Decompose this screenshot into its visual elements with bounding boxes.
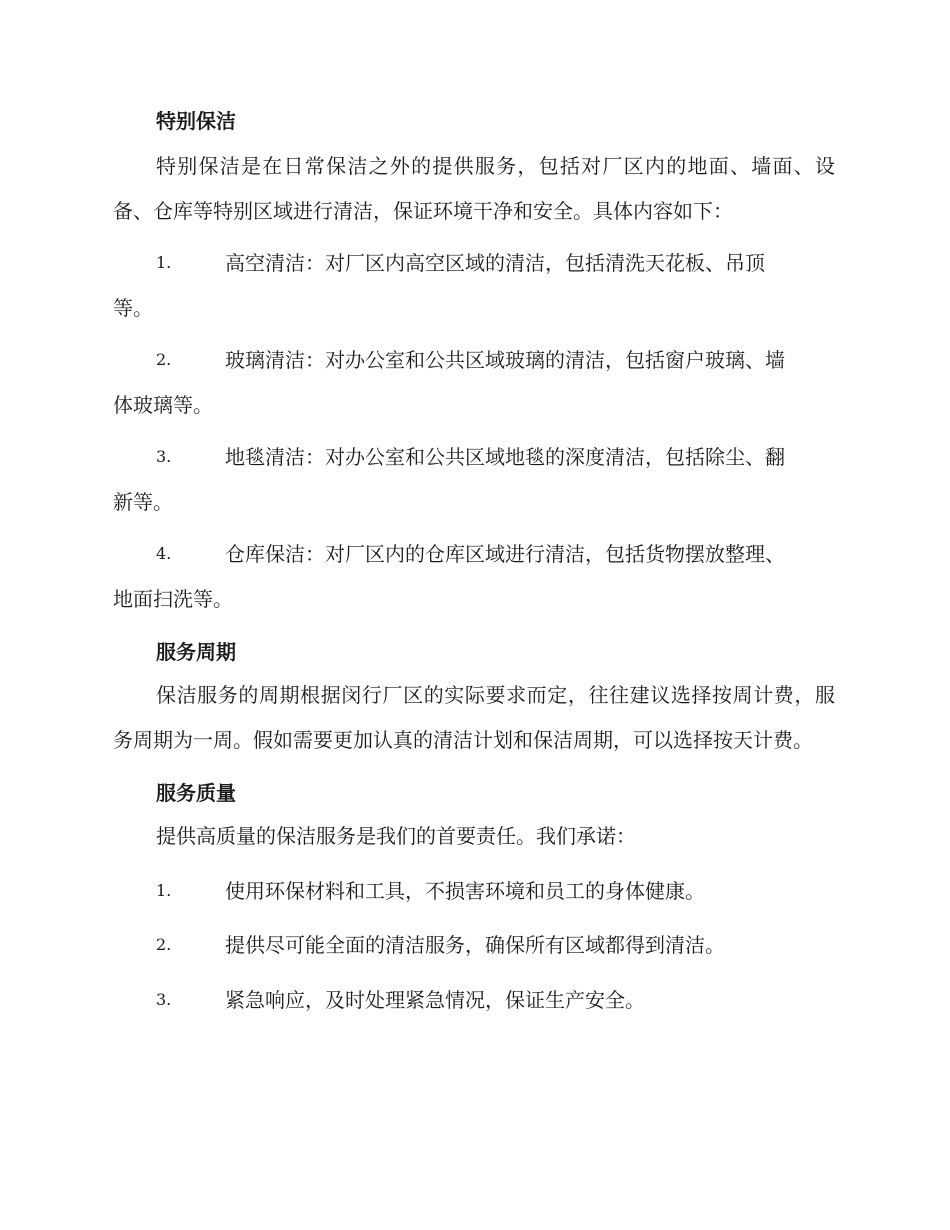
section-heading-special-cleaning: 特别保洁 <box>156 109 236 133</box>
list-item <box>113 978 835 1023</box>
list-item-number: 3. <box>156 447 172 466</box>
list-item-number: 1. <box>156 880 172 900</box>
list-item-text-continued: 等。 <box>113 295 153 320</box>
section-heading-service-period: 服务周期 <box>156 640 236 664</box>
list-item-text: 玻璃清洁：对办公室和公共区域玻璃的清洁，包括窗户玻璃、墙 <box>225 348 785 372</box>
list-item-text-continued: 体玻璃等。 <box>113 392 213 417</box>
list-item-text: 使用环保材料和工具，不损害环境和员工的身体健康。 <box>225 878 705 903</box>
list-item-number: 3. <box>156 989 172 1009</box>
list-item <box>113 435 835 524</box>
list-item <box>113 532 835 621</box>
list-item <box>113 338 835 427</box>
list-item-number: 2. <box>156 935 172 954</box>
list-item-number: 4. <box>156 544 172 563</box>
list-item-number: 2. <box>156 350 172 369</box>
list-item <box>113 241 835 330</box>
list-item <box>113 923 835 968</box>
document-content <box>113 106 835 1022</box>
section-intro-service-period: 保洁服务的周期根据闵行厂区的实际要求而定，往往建议选择按周计费，服务周期为一周。假如需要更加认真的清洁计划和保洁周期，可以选择按天计费。 <box>113 683 835 752</box>
list-item-text-continued: 地面扫洗等。 <box>113 586 233 611</box>
section-heading-service-quality: 服务质量 <box>156 781 236 805</box>
list-item-text-continued: 新等。 <box>113 489 173 514</box>
section-intro-special-cleaning: 特别保洁是在日常保洁之外的提供服务，包括对厂区内的地面、墙面、设备、仓库等特别区域进行清洁，保证环境干净和安全。具体内容如下： <box>113 154 835 223</box>
list-item <box>113 869 835 914</box>
list-item-text: 地毯清洁：对办公室和公共区域地毯的深度清洁，包括除尘、翻 <box>225 445 785 469</box>
list-item-text: 仓库保洁：对厂区内的仓库区域进行清洁，包括货物摆放整理、 <box>225 542 785 566</box>
list-item-text: 提供尽可能全面的清洁服务，确保所有区域都得到清洁。 <box>225 933 725 957</box>
list-item-text: 高空清洁：对厂区内高空区域的清洁，包括清洗天花板、吊顶 <box>225 251 765 275</box>
list-item-number: 1. <box>156 253 172 272</box>
list-item-text: 紧急响应，及时处理紧急情况，保证生产安全。 <box>225 987 645 1012</box>
section-intro-service-quality: 提供高质量的保洁服务是我们的首要责任。我们承诺： <box>156 824 636 848</box>
